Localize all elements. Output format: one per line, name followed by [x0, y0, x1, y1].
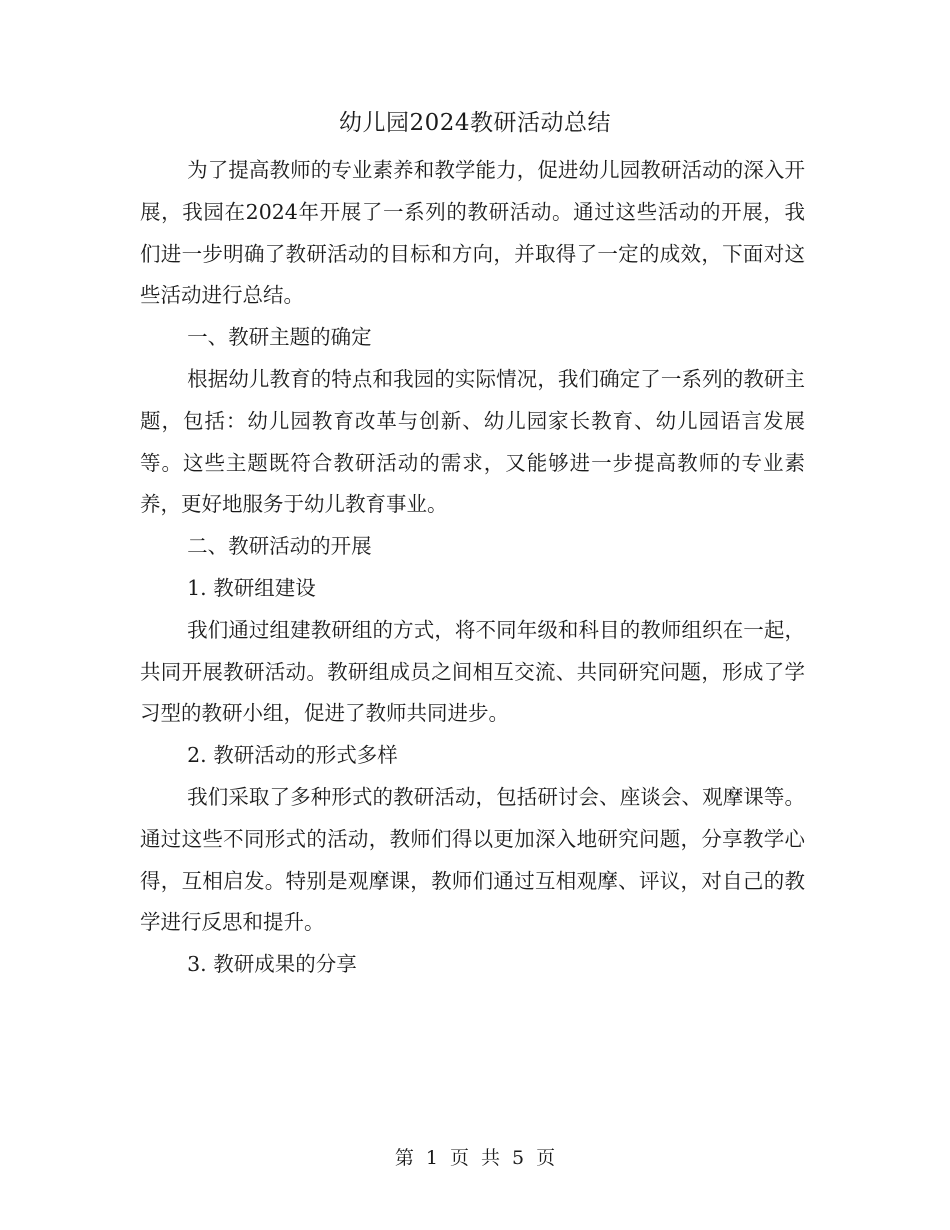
paragraph-intro: 为了提高教师的专业素养和教学能力，促进幼儿园教研活动的深入开展，我园在2024年开展了一系列的教研活动。通过这些活动的开展，我们进一步明确了教研活动的目标和方向，并取得了一定的成效，下面对这些活动进行总结。 — [140, 158, 805, 308]
subsection-heading-3: 3. 教研成果的分享 — [187, 952, 357, 977]
subsection-heading-1: 1. 教研组建设 — [187, 575, 316, 600]
document-body — [140, 150, 805, 986]
paragraph-activity-forms: 我们采取了多种形式的教研活动，包括研讨会、座谈会、观摩课等。通过这些不同形式的活动，教师们得以更加深入地研究问题，分享教学心得，互相启发。特别是观摩课，教师们通过互相观摩、评议，对自己的教学进行反思和提升。 — [140, 784, 805, 935]
subsection-heading-2: 2. 教研活动的形式多样 — [187, 743, 398, 768]
section-heading-2: 二、教研活动的开展 — [187, 534, 372, 559]
page-number-footer: 第 1 页 共 5 页 — [394, 1147, 556, 1169]
paragraph-topics: 根据幼儿教育的特点和我园的实际情况，我们确定了一系列的教研主题，包括：幼儿园教育改革与创新、幼儿园家长教育、幼儿园语言发展等。这些主题既符合教研活动的需求，又能够进一步提高教师的专业素养，更好地服务于幼儿教育事业。 — [140, 366, 805, 517]
paragraph-group-building: 我们通过组建教研组的方式，将不同年级和科目的教师组织在一起，共同开展教研活动。教研组成员之间相互交流、共同研究问题，形成了学习型的教研小组，促进了教师共同进步。 — [140, 617, 805, 726]
section-heading-1: 一、教研主题的确定 — [187, 325, 372, 350]
document-title: 幼儿园2024教研活动总结 — [338, 110, 612, 136]
